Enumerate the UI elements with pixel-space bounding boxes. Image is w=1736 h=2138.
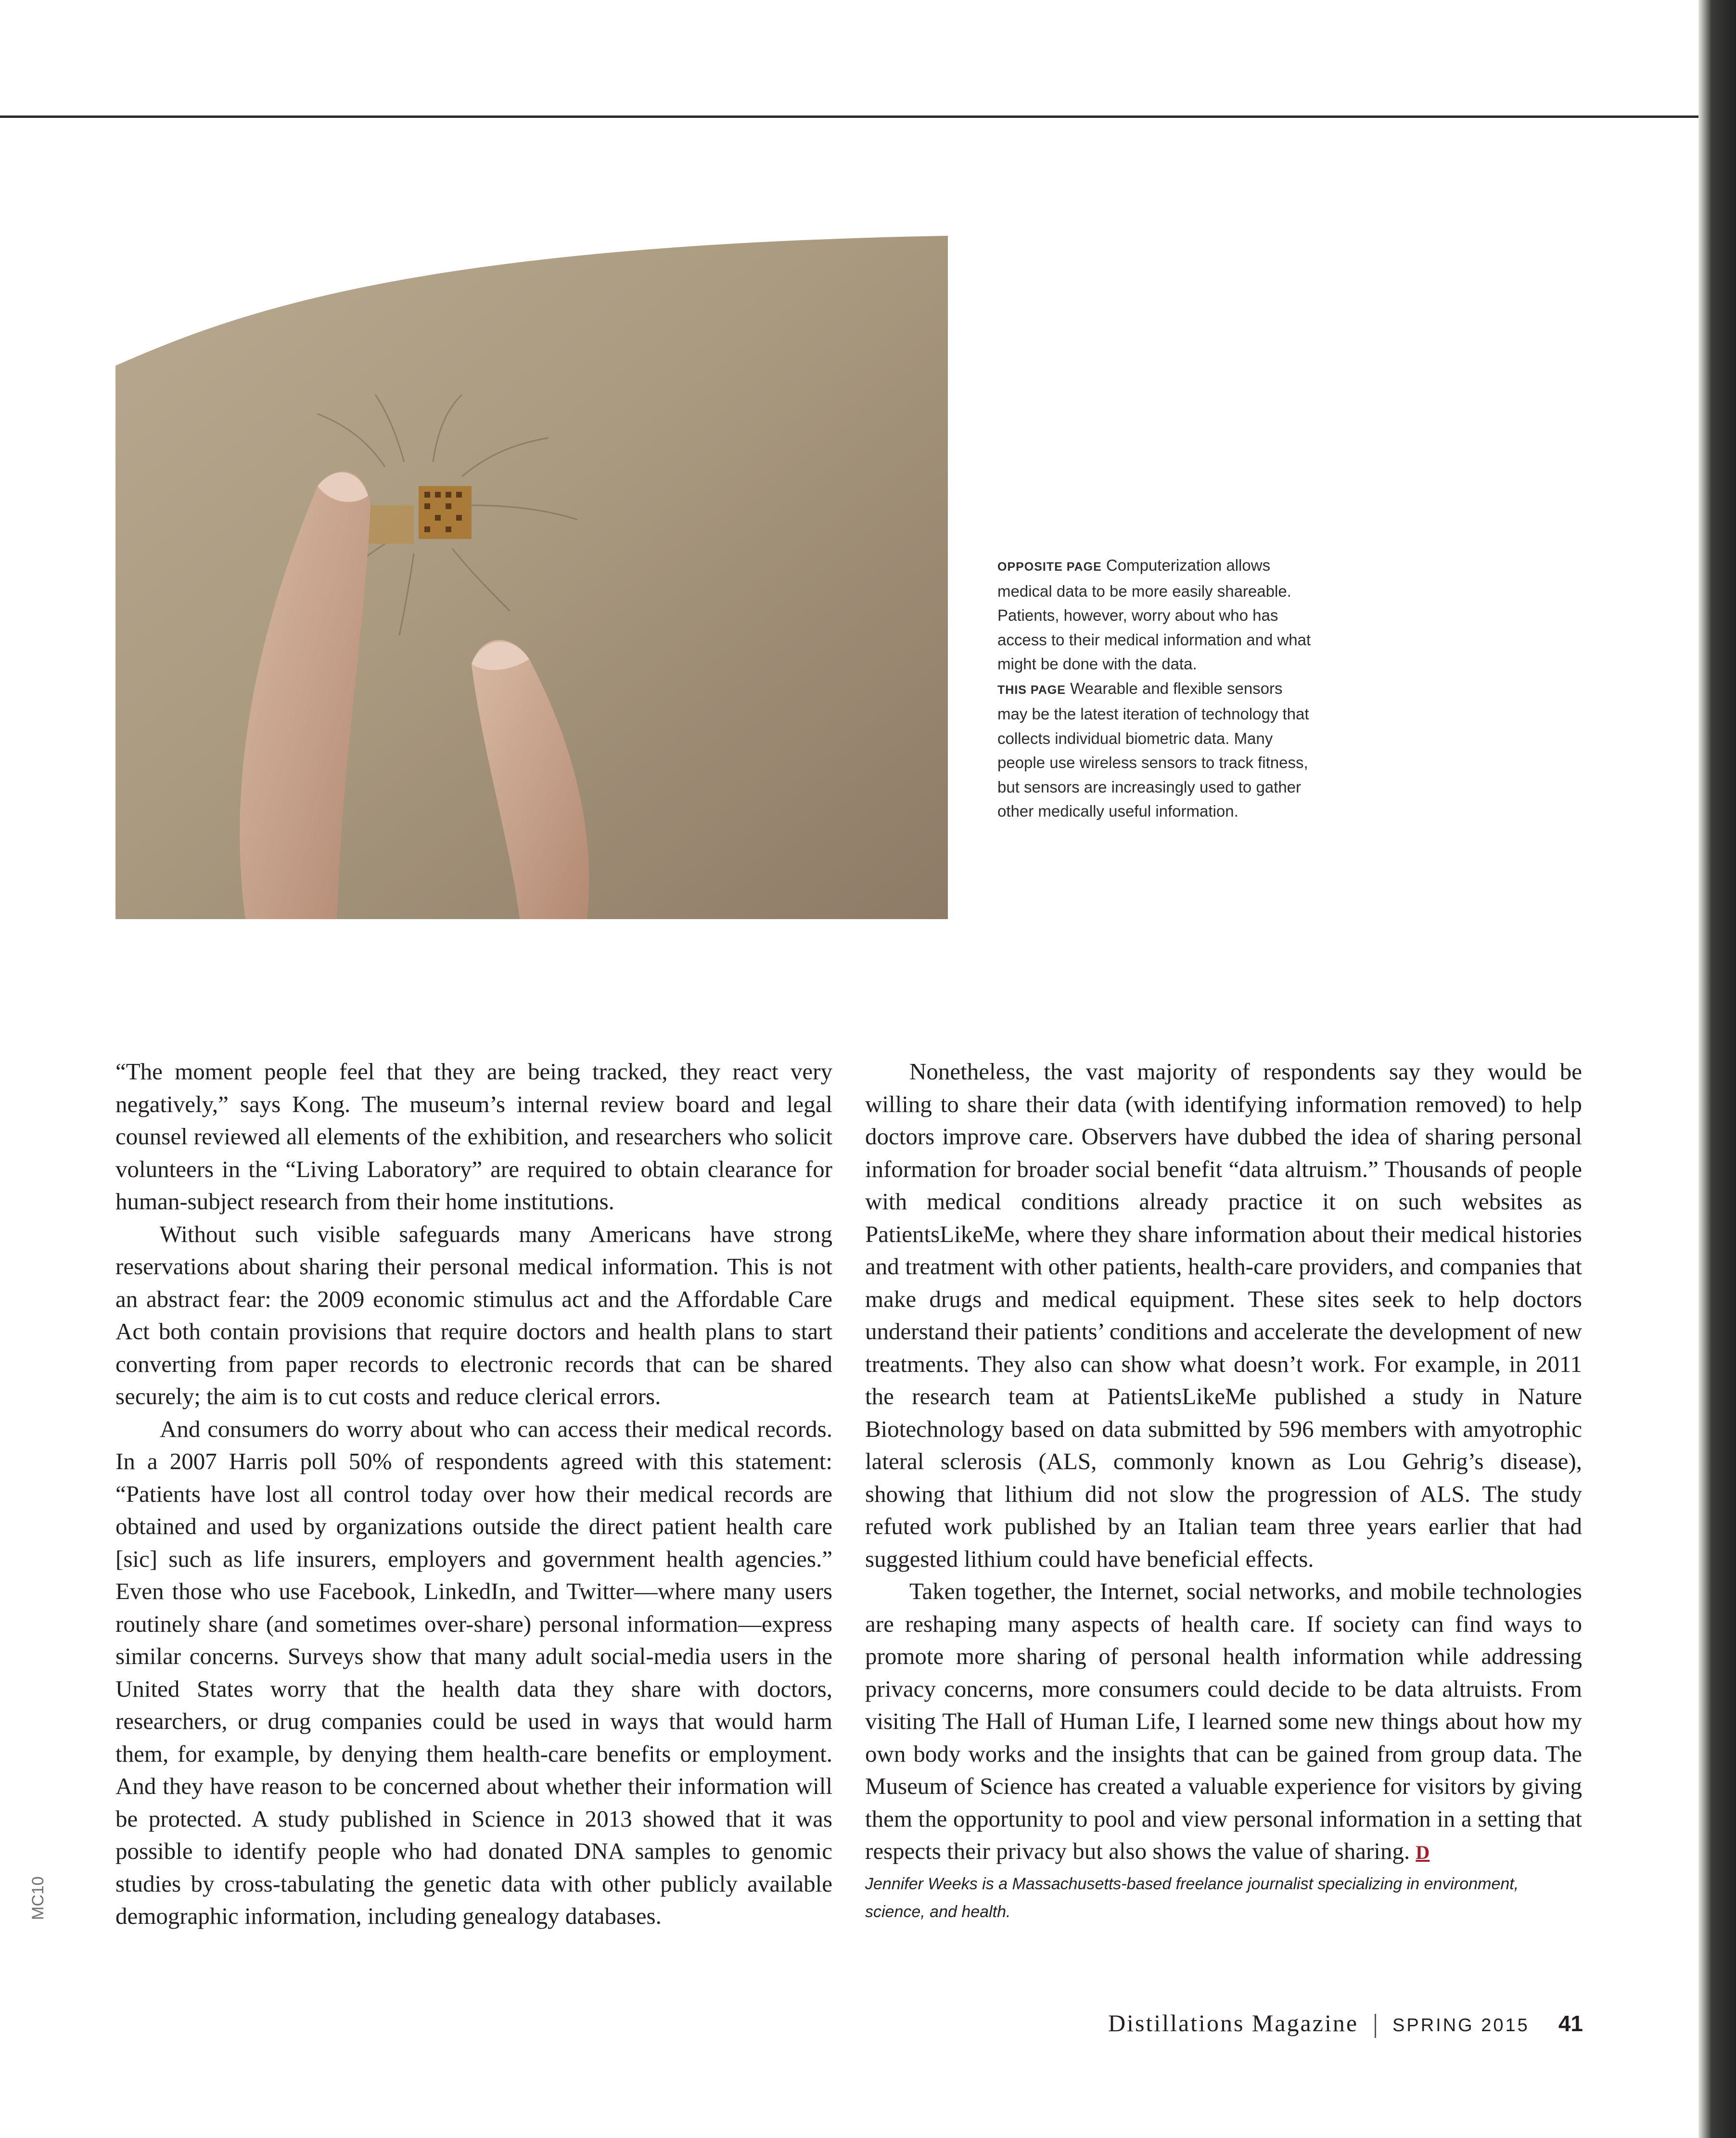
photo-wearable-sensor xyxy=(115,236,948,958)
caption-opposite-text: Computerization allows medical data to be more easily shareable. Patients, however, worry about who has access to their medical information and what might be done with the data. xyxy=(997,556,1311,673)
caption-opposite-lead: OPPOSITE PAGE xyxy=(997,560,1102,574)
sensor-on-skin-illustration xyxy=(115,236,948,958)
footer-divider xyxy=(1375,2014,1376,2038)
article-paragraph: Nonetheless, the vast majority of respondents say they would be willing to share their data (with identifying information removed) to help doctors improve care. Observers have dubbed the idea of sharing personal information for broader social benefit “data altruism.” Thousands of people with medical conditions already practice it on such websites as PatientsLikeMe, where they share information about their medical histories and treatment with other patients, health-care providers, and companies that make drugs and medical equipment. These sites seek to help doctors understand their patients’ conditions and accelerate the development of new treatments. They also can show what doesn’t work. For example, in 2011 the research team at PatientsLikeMe published a study in Nature Biotechnology based on data submitted by 596 members with amyotrophic lateral sclerosis (ALS, commonly known as Lou Gehrig’s disease), showing that lithium did not slow the progression of ALS. The study refuted work published by an Italian team three years earlier that had suggested lithium could have beneficial effects. xyxy=(865,1058,1582,1572)
article-paragraph-text: Taken together, the Internet, social networks, and mobile technologies are reshaping many aspects of health care. If society can find ways to promote more sharing of personal health information while addressing privacy concerns, more consumers could decide to be data altruists. From visiting The Hall of Human Life, I learned some new things about how my own body works and the insights that can be gained from group data. The Museum of Science has created a valuable experience for visitors by giving them the opportunity to pool and view personal information in a setting that respects their privacy but also shows the value of sharing. xyxy=(865,1578,1582,1864)
top-rule xyxy=(0,115,1698,118)
photo-caption xyxy=(997,553,1315,824)
article-column-right xyxy=(865,1055,1582,1926)
caption-this-text: Wearable and flexible sensors may be the latest iteration of technology that collects individual biometric data. Many people use wireless sensors to track fitness, but sensors are increasingly used to gather other medically useful information. xyxy=(997,679,1309,820)
author-bio: Jennifer Weeks is a Massachusetts-based freelance journalist specializing in environment, science, and health. xyxy=(865,1874,1519,1921)
issue-label: SPRING 2015 xyxy=(1392,2015,1530,2036)
article-column-left xyxy=(115,1055,832,1933)
caption-this-lead: THIS PAGE xyxy=(997,683,1066,697)
margin-credit: MC10 xyxy=(29,1876,47,1920)
end-mark-icon: D xyxy=(1416,1842,1430,1863)
page-footer xyxy=(1059,2009,1583,2043)
page-number: 41 xyxy=(1558,2011,1583,2036)
article-paragraph: And consumers do worry about who can access their medical records. In a 2007 Harris poll 50% of respondents agreed with this statement: “Patients have lost all control today over how their medical records are obtained and used by organizations outside the direct patient health care [sic] such as life insurers, employers and government health agencies.” Even those who use Facebook, LinkedIn, and Twitter—where many users routinely share (and sometimes over-share) personal information—express similar concerns. Surveys show that many adult social-media users in the United States worry that the health data they share with doctors, researchers, or drug companies could be used in ways that would harm them, for example, by denying them health-care benefits or employment. And they have reason to be concerned about whether their information will be protected. A study published in Science in 2013 showed that it was possible to identify people who had donated DNA samples to genomic studies by cross-tabulating the genetic data with other publicly available demographic information, including genealogy databases. xyxy=(115,1415,832,1929)
article-paragraph: Without such visible safeguards many Americans have strong reservations about sharing their personal medical information. This is not an abstract fear: the 2009 economic stimulus act and the Affordable Care Act both contain provisions that require doctors and health plans to start converting from paper records to electronic records that can be shared securely; the aim is to cut costs and reduce clerical errors. xyxy=(115,1220,832,1409)
article-paragraph: “The moment people feel that they are being tracked, they react very negatively,” says Kong. The museum’s internal review board and legal counsel reviewed all elements of the exhibition, and researchers who solicit volunteers in the “Living Laboratory” are required to obtain clearance for human-subject research from their home institutions. xyxy=(115,1058,832,1215)
scan-edge xyxy=(1698,0,1736,2138)
magazine-name: Distillations Magazine xyxy=(1108,2010,1359,2036)
article-paragraph-final xyxy=(865,1575,1582,1869)
